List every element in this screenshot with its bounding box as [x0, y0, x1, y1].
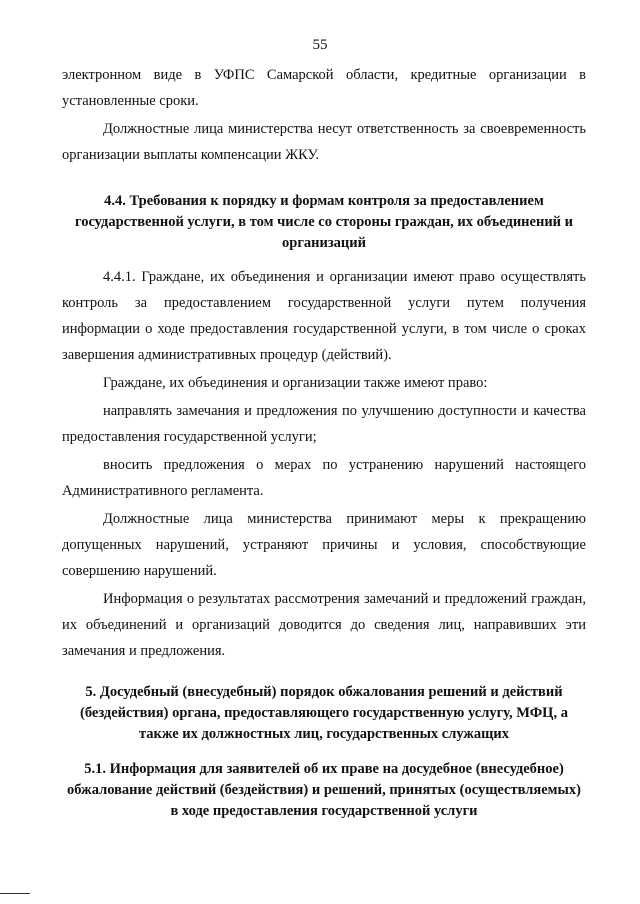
- section-5-heading: 5. Досудебный (внесудебный) порядок обжалования решений и действий (бездействия) органа, предоставляющего государственную услугу, МФЦ, а также их должностных лиц, государственных служащих: [80, 684, 568, 742]
- paragraph-results-info: Информация о результатах рассмотрения замечаний и предложений граждан, их объединений и организаций доводится до сведения лиц, направивших эти замечания и предложения.: [62, 591, 586, 659]
- document-body: [62, 62, 586, 822]
- page-number: 55: [312, 37, 328, 53]
- section-4-4-heading: 4.4. Требования к порядку и формам контроля за предоставлением государственной услуги, в том числе со стороны граждан, их объединений и организаций: [74, 193, 574, 251]
- paragraph-responsibility: Должностные лица министерства несут ответственность за своевременность организации выплаты компенсации ЖКУ.: [62, 121, 586, 163]
- paragraph-rights-intro: Граждане, их объединения и организации также имеют право:: [103, 375, 488, 391]
- section-5-1-heading: 5.1. Информация для заявителей об их праве на досудебное (внесудебное) обжалование действий (бездействия) и решений, принятых (осуществляемых) в ходе предоставления государственной услуги: [67, 761, 581, 819]
- footer-divider: [0, 893, 30, 894]
- paragraph-4-4-1: 4.4.1. Граждане, их объединения и организации имеют право осуществлять контроль за предоставлением государственной услуги путем получения информации о ходе предоставления государственной услуги, в том числе о сроках завершения административных процедур (действий).: [62, 269, 586, 363]
- paragraph-right-remarks: направлять замечания и предложения по улучшению доступности и качества предоставления государственной услуги;: [62, 403, 586, 445]
- paragraph-right-proposals: вносить предложения о мерах по устранению нарушений настоящего Административного регламента.: [62, 457, 586, 499]
- paragraph-continued: электронном виде в УФПС Самарской области, кредитные организации в установленные сроки.: [62, 67, 586, 109]
- paragraph-officials-measures: Должностные лица министерства принимают меры к прекращению допущенных нарушений, устраняют причины и условия, способствующие совершению нарушений.: [62, 511, 586, 579]
